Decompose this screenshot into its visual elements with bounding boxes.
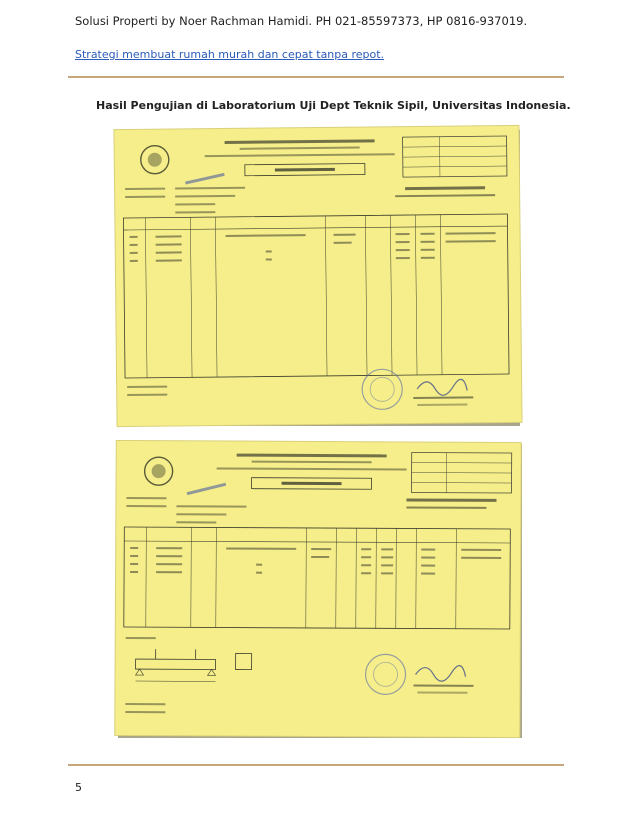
article-link[interactable]: Strategi membuat rumah murah dan cepat tanpa repot. xyxy=(75,48,385,61)
page-number: 5 xyxy=(75,781,82,794)
lab-report-photo-flexural xyxy=(115,441,521,737)
lab-report-photo-compressive xyxy=(114,126,521,426)
header-divider xyxy=(68,76,564,78)
document-header: Solusi Properti by Noer Rachman Hamidi. PH 021-85597373, HP 0816-937019. xyxy=(75,14,528,28)
scanned-report-image xyxy=(114,126,521,426)
figure-caption: Hasil Pengujian di Laboratorium Uji Dept Teknik Sipil, Universitas Indonesia. xyxy=(96,99,571,112)
footer-divider xyxy=(68,764,564,766)
scanned-report-image xyxy=(115,441,521,737)
